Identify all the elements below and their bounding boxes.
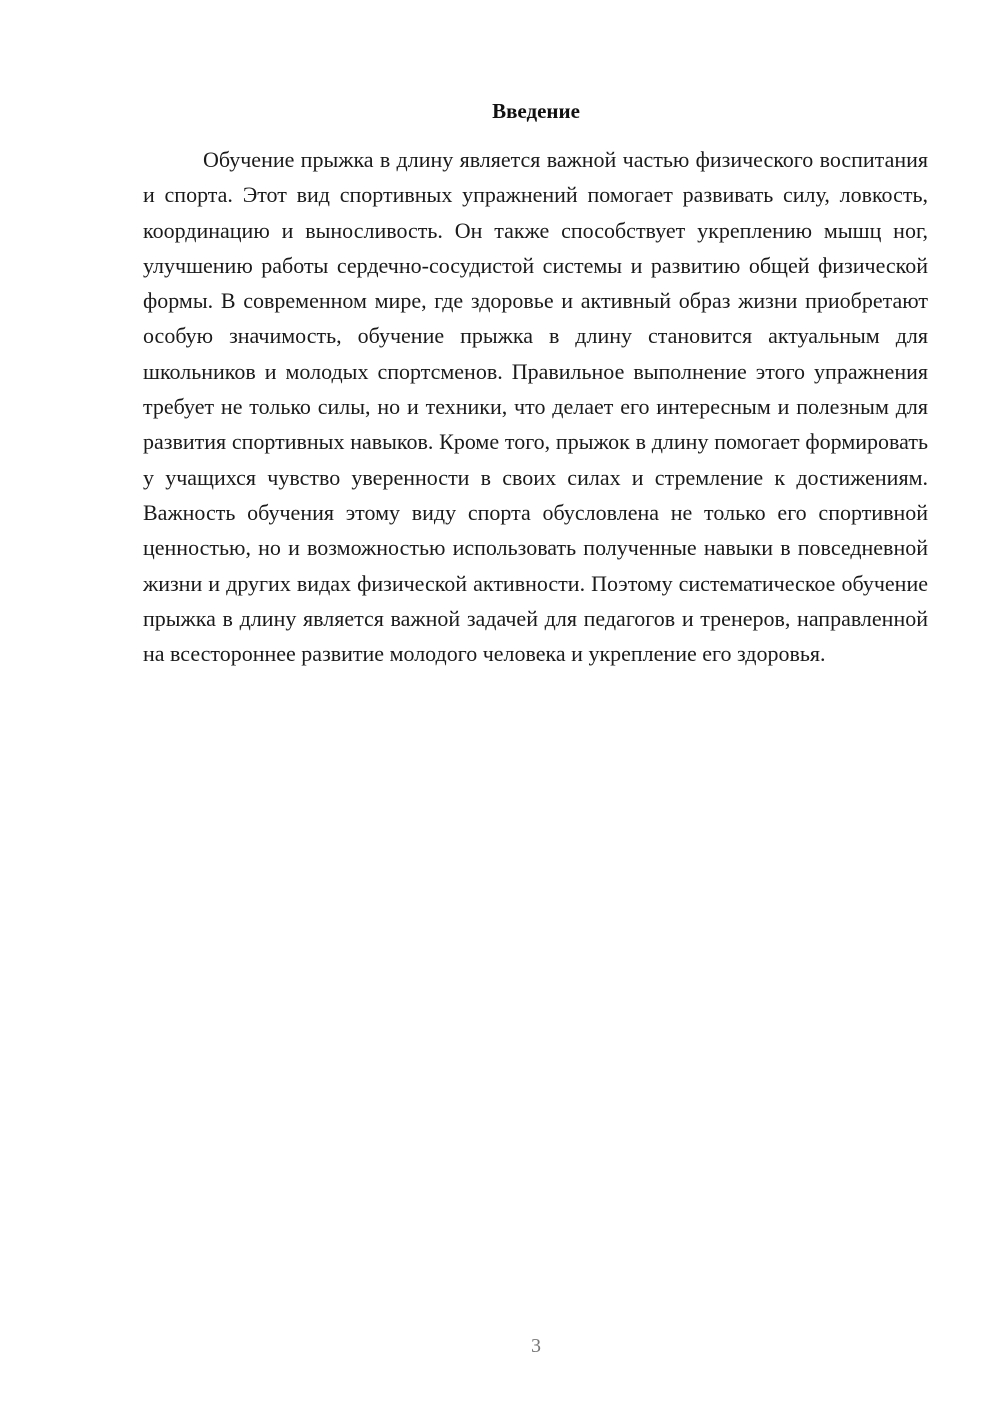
body-paragraph: Обучение прыжка в длину является важной частью физического воспитания и спорта. Этот вид спортивных упражнений помогает развивать силу, ловкость, координацию и выносливость. Он также способствует укреплению мышц ног, улучшению работы сердечно-сосудистой системы и развитию общей физической формы. В современном мире, где здоровье и активный образ жизни приобретают особую значимость, обучение прыжка в длину становится актуальным для школьников и молодых спортсменов. Правильное выполнение этого упражнения требует не только силы, но и техники, что делает его интересным и полезным для развития спортивных навыков. Кроме того, прыжок в длину помогает формировать у учащихся чувство уверенности в своих силах и стремление к достижениям. Важность обучения этому виду спорта обусловлена не только его спортивной ценностью, но и возможностью использовать полученные навыки в повседневной жизни и других видах физической активности. Поэтому систематическое обучение прыжка в длину является важной задачей для педагогов и тренеров, направленной на всестороннее развитие молодого человека и укрепление его здоровья.: [143, 147, 928, 667]
page-number: 3: [531, 1335, 541, 1357]
section-heading: Введение: [492, 99, 580, 123]
